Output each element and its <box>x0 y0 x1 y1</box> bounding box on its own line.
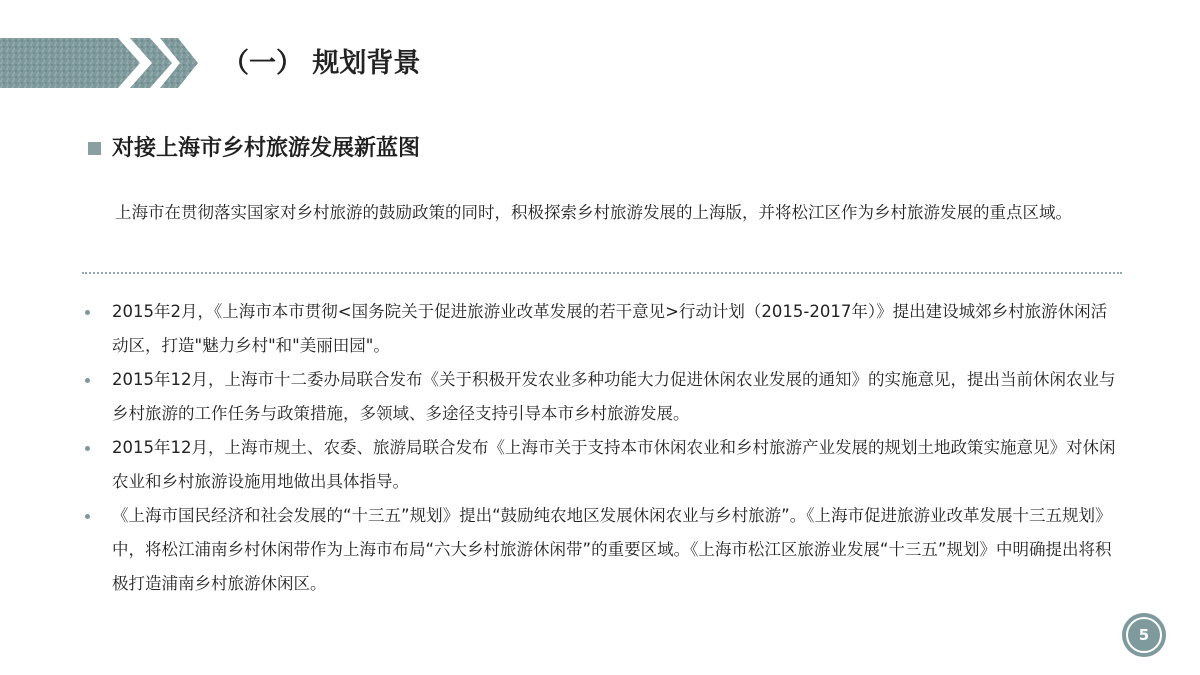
list-item-text: 2015年12月，上海市十二委办局联合发布《关于积极开发农业多种功能大力促进休闲农业发展的通知》的实施意见，提出当前休闲农业与乡村旅游的工作任务与政策措施，多领域、多途径支持引导本市乡村旅游发展。 <box>112 370 1116 423</box>
square-bullet-icon <box>88 142 101 155</box>
chevron-arrows-banner-icon <box>0 38 200 88</box>
page-number: 5 <box>1126 617 1162 653</box>
list-item <box>82 295 1122 363</box>
bullet-list <box>82 295 1122 601</box>
list-item <box>82 363 1122 431</box>
list-item-text: 《上海市国民经济和社会发展的“十三五”规划》提出“鼓励纯农地区发展休闲农业与乡村旅游”。《上海市促进旅游业改革发展十三五规划》中，将松江浦南乡村休闲带作为上海市布局“六大乡村旅游休闲带”的重要区域。《上海市松江区旅游业发展“十三五”规划》中明确提出将积极打造浦南乡村旅游休闲区。 <box>112 506 1112 593</box>
bullet-dot-icon <box>85 446 90 451</box>
bullet-dot-icon <box>85 378 90 383</box>
page-number-badge <box>1122 613 1166 657</box>
section-subtitle: 对接上海市乡村旅游发展新蓝图 <box>112 136 421 161</box>
list-item-text: 2015年12月，上海市规土、农委、旅游局联合发布《上海市关于支持本市休闲农业和乡村旅游产业发展的规划土地政策实施意见》对休闲农业和乡村旅游设施用地做出具体指导。 <box>112 438 1116 491</box>
list-item <box>82 499 1122 601</box>
page-title: （一） 规划背景 <box>222 48 421 79</box>
list-item-text: 2015年2月，《上海市本市贯彻<国务院关于促进旅游业改革发展的若干意见>行动计划（2015-2017年）》提出建设城郊乡村旅游休闲活动区，打造"魅力乡村"和"美丽田园"。 <box>112 302 1108 355</box>
bullet-dot-icon <box>85 310 90 315</box>
dotted-divider <box>82 272 1122 274</box>
bullet-dot-icon <box>85 514 90 519</box>
list-item <box>82 431 1122 499</box>
intro-paragraph: 上海市在贯彻落实国家对乡村旅游的鼓励政策的同时，积极探索乡村旅游发展的上海版，并将松江区作为乡村旅游发展的重点区域。 <box>115 203 1072 222</box>
